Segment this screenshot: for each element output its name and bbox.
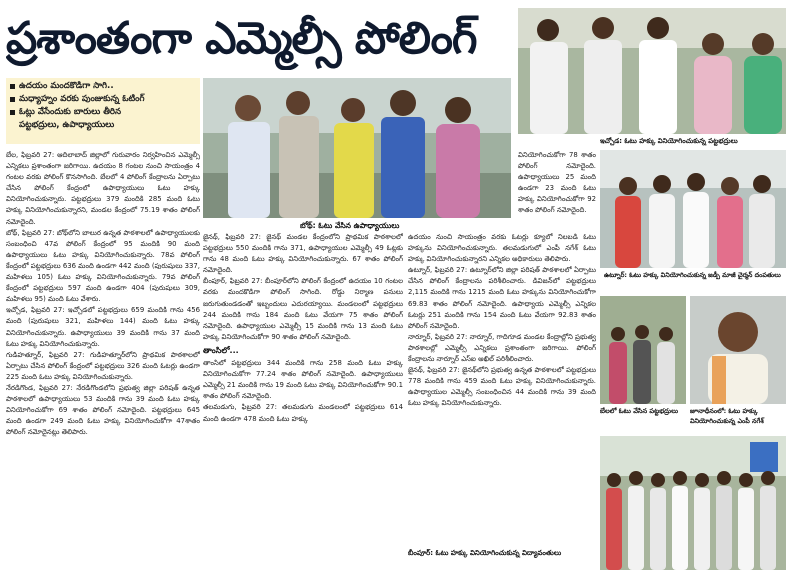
- article-paragraph: బోథ్, ఫిబ్రవరి 27: బోథ్‌లోని బాలుర ఉన్నత పాఠశాలలో ఉపాధ్యాయులకు సంబంధించి 47వ పోలింగ్ కేంద్రంలో 95 మందికి 90 మంది ఉపాధ్యాయులు ఓటు హక్కు వినియోగించుకున్నారు. 78వ పోలింగ్ కేంద్రంలో పట్టభద్రులు 636 మంది ఉండగా 442 మంది (పురుషులు 337, మహిళలు 105) ఓటు హక్కు వినియోగించుకున్నారు. 79వ పోలింగ్ కేంద్రంలో పట్టభద్రులు 597 మంది ఉండగా 404 (పురుషులు 309, మహిళలు 95) మంది ఓటు వేశారు.: [6, 228, 200, 304]
- article-paragraph: నార్నూర్, ఫిబ్రవరి 27: నార్నూర్, గాదిగూడ మండల కేంద్రాల్లోని ప్రభుత్వ పాఠశాలల్లో ఎమ్మెల్సీ ఎన్నికలు ప్రశాంతంగా జరిగాయి. పోలింగ్ కేంద్రాలను నార్నూర్ ఎస్ఐ అఖిల్ పరిశీలించారు.: [408, 332, 596, 364]
- voters-photo-image: [518, 8, 786, 134]
- article-paragraph: ఉట్నూర్, ఫిబ్రవరి 27: ఉట్నూర్‌లోని జిల్లా పరిషత్ పాఠశాలలో ఏర్పాటు చేసిన పోలింగ్ కేంద్రాలను పరిశీలించారు. డివిజన్‌లో పట్టభద్రులు 2,115 మందికి గాను 1215 మంది ఓటు హక్కును వినియోగించుకోగా 69.83 శాతం పోలింగ్ నమోదైంది. ఉపాధ్యాయ ఎమ్మెల్సీ ఎన్నికల ఓటర్లు 251 మందికి గాను 154 మంది ఓటు వేయగా 92.83 శాతం పోలింగ్ నమోదైంది.: [408, 266, 596, 330]
- article-paragraph: ఉదయం నుంచి సాయంత్రం వరకు ఓటర్లు క్యూలో నిలబడి ఓటు హక్కును వినియోగించుకున్నారు. తలమడుగులో ఎంపీ నగేశ్ ఓటు హక్కు వినియోగించుకున్నారని ఎన్నికల అధికారులు తెలిపారు.: [408, 233, 596, 264]
- voters-photo-image: [600, 150, 786, 268]
- center-group-photo: [203, 78, 511, 218]
- article-column-3: [408, 232, 596, 544]
- article-paragraph: జైనథ్, ఫిబ్రవరి 27: జైనథ్ మండల కేంద్రంలోని ప్రాథమిక పాఠశాలలో పట్టభద్రులు 550 మందికి గాను 371, ఉపాధ్యాయుల ఎమ్మెల్సీ 49 ఓట్లకు గాను 48 మంది ఓటు హక్కు వినియోగించుకున్నారు. 67 శాతం పోలింగ్ నమోదైంది.: [203, 233, 403, 275]
- page-headline: ప్రశాంతంగా ఎమ్మెల్సీ పోలింగ్: [6, 13, 477, 64]
- article-column-1: [6, 150, 200, 574]
- middle-right-photo: [600, 150, 786, 268]
- article-paragraph: బేల, ఫిబ్రవరి 27: ఆదిలాబాద్ జిల్లాలో గురువారం నిర్వహించిన ఎమ్మెల్సీ ఎన్నికలు ప్రశాంతంగా జరిగాయి. ఉదయం 8 గంటల నుంచి సాయంత్రం 4 గంటల వరకు పోలింగ్ కొనసాగింది. బేలలో 4 పోలింగ్ కేంద్రాలను ఏర్పాటు చేసిన పోలింగ్ కేంద్రంలో ఉపాధ్యాయులు ఓటు హక్కు వినియోగించుకున్నారు. పట్టభద్రులు 379 మందికి 285 మంది ఓటు హక్కు వినియోగించుకున్నారని, మండల కేంద్రంలో 75.19 శాతం పోలింగ్ నమోదైంది.: [6, 151, 200, 226]
- bela-photo: [600, 296, 686, 404]
- highlight-item: ఓట్లు వేసేందుకు బారులు తీరిన: [10, 107, 196, 118]
- article-paragraph: గుడిహత్నూర్, ఫిబ్రవరి 27: గుడిహత్నూర్‌లోని ప్రాథమిక పాఠశాలలో ఏర్పాటు చేసిన పోలింగ్ కేంద్రంలో పట్టభద్రులు 326 మంది ఓటర్లు ఉండగా 225 మంది ఓటు హక్కు వినియోగించుకున్నారు.: [6, 350, 200, 381]
- article-paragraph: నేరడిగొండ, ఫిబ్రవరి 27: నేరడిగొండలోని ప్రభుత్వ జిల్లా పరిషత్ ఉన్నత పాఠశాలలో ఉపాధ్యాయులు 53 మందికి గాను 39 మంది ఓటు హక్కు వినియోగించుకోగా 69 శాతం పోలింగ్ నమోదైంది. పట్టభద్రులు 645 మంది ఉండగా 249 మంది ఓటు హక్కు వినియోగించుకోగా 47శాతం పోలింగ్ నమోదైనట్లు తెలిపారు.: [6, 383, 200, 437]
- bullet-icon: [10, 97, 15, 102]
- highlight-item-continued: పట్టభద్రులు, ఉపాధ్యాయులు: [19, 120, 115, 130]
- article-column-2: [203, 232, 403, 574]
- voters-photo-image: [203, 78, 511, 218]
- bullet-icon: [10, 84, 15, 89]
- bottom-photo-caption: బీంపూర్: ఓటు హక్కు వినియోగించుకున్న విద్యావంతులు: [408, 549, 562, 557]
- middle-right-photo-caption: ఉట్నూర్: ఓటు హక్కు వినియోగించుకున్న జడ్పీ మాజీ చైర్మన్ దంపతులు: [604, 271, 781, 279]
- top-right-photo-caption: ఇచ్చోడ: ఓటు హక్కు వినియోగించుకున్న పట్టభద్రులు: [600, 137, 738, 145]
- top-right-photo: [518, 8, 786, 134]
- article-paragraph: తలమడుగు, ఫిబ్రవరి 27: తలమడుగు మండలంలో పట్టభద్రులు 614 మంది ఉండగా 478 మంది ఓటు హక్కు: [203, 403, 403, 423]
- article-paragraph: వినియోగించుకోగా 78 శాతం పోలింగ్ నమోదైంది. ఉపాధ్యాయులు 25 మంది ఉండగా 23 మంది ఓటు హక్కు వినియోగించుకోగా 92 శాతం పోలింగ్ నమోదైంది.: [518, 151, 596, 215]
- article-paragraph: తాంసిలో పట్టభద్రులు 344 మందికి గాను 258 మంది ఓటు హక్కు వినియోగించుకోగా 77.24 శాతం పోలింగ్ నమోదైంది. ఉపాధ్యాయులు ఎమ్మెల్సీ 21 మందికి గాను 19 మంది ఓటు హక్కు వినియోగించుకోగా 90.1 శాతం పోలింగ్ నమోదైంది.: [203, 359, 403, 401]
- voters-photo-image: [600, 296, 686, 404]
- highlight-item: ఉదయం మందకొడిగా సాగి..: [10, 81, 196, 92]
- section-subhead: తాంసిలో...: [203, 345, 239, 355]
- article-paragraph: జైనథ్, ఫిబ్రవరి 27: జైనథ్‌లోని ప్రభుత్వ ఉన్నత పాఠశాలలో పట్టభద్రులు 778 మందికి గాను 459 మంది ఓటు హక్కు వినియోగించుకున్నారు. ఉపాధ్యాయుల ఎమ్మెల్సీ సంబంధించిన 44 మందికి గాను 39 మంది ఓటు హక్కు వినియోగించుకున్నారు.: [408, 366, 596, 408]
- article-paragraph: ఇచ్చోడ, ఫిబ్రవరి 27: ఇచ్చోడలో పట్టభద్రులు 659 మందికి గాను 456 మంది (పురుషులు 321, మహిళలు 144) మంది ఓటు హక్కు వినియోగించుకున్నారు. ఉపాధ్యాయులు 39 మందికి గాను 37 మంది ఓటు హక్కు వినియోగించుకున్నారు.: [6, 306, 200, 348]
- highlight-item: మధ్యాహ్నం వరకు పుంజుకున్న ఓటింగ్: [10, 94, 196, 105]
- mp-photo-caption: జూనాధీనంలో: ఓటు హక్కు వినియోగించుకున్న ఎంపీ నగేశ్: [690, 407, 764, 425]
- article-column-4: [518, 150, 596, 230]
- bottom-right-group-photo: [600, 436, 786, 570]
- bullet-icon: [10, 110, 15, 115]
- voters-photo-image: [600, 436, 786, 570]
- bela-photo-caption: బేలలో ఓటు వేసిన పట్టభద్రులు: [600, 407, 679, 415]
- center-photo-caption: బోథ్: ఓటు వేసిన ఉపాధ్యాయులు: [300, 221, 400, 230]
- mp-portrait-photo: [690, 296, 786, 404]
- article-paragraph: బీంపూర్, ఫిబ్రవరి 27: బీంపూర్‌లోని పోలింగ్ కేంద్రంలో ఉదయం 10 గంటల వరకు మందకొడిగా పోలింగ్ సాగింది. రోడ్డు నిర్మాణ పనులు జరుగుతుండడంతో ఇబ్బందులు ఎదురయ్యాయి. మండలంలో పట్టభద్రులు 244 మందికి గాను 184 మంది ఓటు వేయగా 75 శాతం పోలింగ్ నమోదైంది. ఉపాధ్యాయుల ఎమ్మెల్సీ 15 మందికి గాను 13 మంది ఓటు హక్కు వినియోగించుకోగా 90 శాతం పోలింగ్ నమోదైంది.: [203, 277, 403, 341]
- voters-photo-image: [690, 296, 786, 404]
- highlights-box: [6, 78, 200, 144]
